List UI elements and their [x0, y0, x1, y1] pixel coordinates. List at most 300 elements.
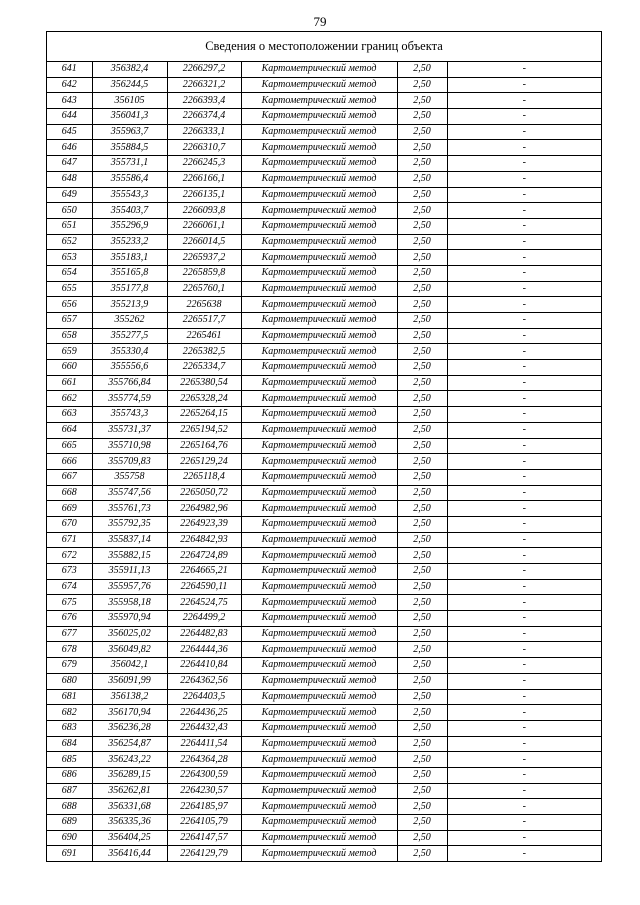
cell-point-number: 690: [47, 830, 92, 846]
cell-x-coordinate: 355792,35: [92, 516, 167, 532]
cell-y-coordinate: 2264923,39: [167, 516, 241, 532]
cell-x-coordinate: 356244,5: [92, 77, 167, 93]
cell-method: Картометрический метод: [241, 391, 397, 407]
table-row: [47, 673, 601, 689]
cell-method: Картометрический метод: [241, 454, 397, 470]
cell-description: -: [447, 109, 601, 125]
cell-method: Картометрический метод: [241, 93, 397, 109]
cell-accuracy: 2,50: [397, 705, 447, 721]
cell-x-coordinate: 356382,4: [92, 62, 167, 77]
table-row: [47, 281, 601, 297]
cell-description: -: [447, 799, 601, 815]
cell-x-coordinate: 356091,99: [92, 673, 167, 689]
cell-x-coordinate: 356331,68: [92, 799, 167, 815]
cell-y-coordinate: 2264300,59: [167, 767, 241, 783]
cell-description: -: [447, 485, 601, 501]
cell-y-coordinate: 2264842,93: [167, 532, 241, 548]
table-row: [47, 313, 601, 329]
cell-method: Картометрический метод: [241, 752, 397, 768]
cell-x-coordinate: 355330,4: [92, 344, 167, 360]
cell-x-coordinate: 355837,14: [92, 532, 167, 548]
cell-x-coordinate: 355958,18: [92, 595, 167, 611]
cell-x-coordinate: 356170,94: [92, 705, 167, 721]
table-row: [47, 846, 601, 861]
cell-point-number: 673: [47, 564, 92, 580]
cell-y-coordinate: 2264524,75: [167, 595, 241, 611]
cell-y-coordinate: 2265164,76: [167, 438, 241, 454]
table-row: [47, 548, 601, 564]
cell-accuracy: 2,50: [397, 140, 447, 156]
cell-description: -: [447, 124, 601, 140]
cell-x-coordinate: 355963,7: [92, 124, 167, 140]
cell-accuracy: 2,50: [397, 93, 447, 109]
table-row: [47, 469, 601, 485]
cell-description: -: [447, 328, 601, 344]
cell-description: -: [447, 626, 601, 642]
cell-accuracy: 2,50: [397, 767, 447, 783]
table-row: [47, 360, 601, 376]
cell-x-coordinate: 356236,28: [92, 720, 167, 736]
cell-description: -: [447, 62, 601, 77]
cell-description: -: [447, 595, 601, 611]
cell-y-coordinate: 2264403,5: [167, 689, 241, 705]
cell-accuracy: 2,50: [397, 281, 447, 297]
cell-accuracy: 2,50: [397, 250, 447, 266]
table-row: [47, 736, 601, 752]
cell-point-number: 688: [47, 799, 92, 815]
cell-x-coordinate: 355970,94: [92, 611, 167, 627]
cell-point-number: 651: [47, 218, 92, 234]
cell-y-coordinate: 2264410,84: [167, 658, 241, 674]
cell-method: Картометрический метод: [241, 532, 397, 548]
cell-point-number: 646: [47, 140, 92, 156]
cell-y-coordinate: 2264230,57: [167, 783, 241, 799]
cell-x-coordinate: 355882,15: [92, 548, 167, 564]
cell-accuracy: 2,50: [397, 516, 447, 532]
table-row: [47, 140, 601, 156]
cell-point-number: 664: [47, 422, 92, 438]
cell-method: Картометрический метод: [241, 171, 397, 187]
cell-description: -: [447, 564, 601, 580]
table-row: [47, 422, 601, 438]
cell-method: Картометрический метод: [241, 673, 397, 689]
cell-accuracy: 2,50: [397, 642, 447, 658]
cell-y-coordinate: 2264362,56: [167, 673, 241, 689]
cell-point-number: 658: [47, 328, 92, 344]
cell-description: -: [447, 516, 601, 532]
cell-method: Картометрический метод: [241, 234, 397, 250]
cell-description: -: [447, 156, 601, 172]
cell-accuracy: 2,50: [397, 391, 447, 407]
cell-accuracy: 2,50: [397, 438, 447, 454]
cell-x-coordinate: 355709,83: [92, 454, 167, 470]
cell-accuracy: 2,50: [397, 297, 447, 313]
cell-y-coordinate: 2265937,2: [167, 250, 241, 266]
cell-description: -: [447, 422, 601, 438]
cell-method: Картометрический метод: [241, 501, 397, 517]
cell-point-number: 686: [47, 767, 92, 783]
cell-x-coordinate: 356416,44: [92, 846, 167, 861]
cell-accuracy: 2,50: [397, 595, 447, 611]
cell-description: -: [447, 611, 601, 627]
cell-point-number: 683: [47, 720, 92, 736]
cell-point-number: 650: [47, 203, 92, 219]
cell-x-coordinate: 356289,15: [92, 767, 167, 783]
cell-method: Картометрический метод: [241, 313, 397, 329]
table-row: [47, 375, 601, 391]
cell-accuracy: 2,50: [397, 344, 447, 360]
cell-method: Картометрический метод: [241, 438, 397, 454]
cell-x-coordinate: 355213,9: [92, 297, 167, 313]
table-row: [47, 77, 601, 93]
cell-accuracy: 2,50: [397, 532, 447, 548]
cell-y-coordinate: 2264129,79: [167, 846, 241, 861]
cell-y-coordinate: 2264147,57: [167, 830, 241, 846]
cell-point-number: 645: [47, 124, 92, 140]
cell-description: -: [447, 720, 601, 736]
cell-x-coordinate: 355177,8: [92, 281, 167, 297]
cell-description: -: [447, 234, 601, 250]
cell-x-coordinate: 356025,02: [92, 626, 167, 642]
table-row: [47, 720, 601, 736]
cell-x-coordinate: 355911,13: [92, 564, 167, 580]
cell-description: -: [447, 469, 601, 485]
cell-accuracy: 2,50: [397, 313, 447, 329]
cell-method: Картометрический метод: [241, 297, 397, 313]
cell-description: -: [447, 658, 601, 674]
cell-point-number: 675: [47, 595, 92, 611]
cell-point-number: 666: [47, 454, 92, 470]
cell-point-number: 669: [47, 501, 92, 517]
cell-accuracy: 2,50: [397, 454, 447, 470]
table-row: [47, 611, 601, 627]
table-row: [47, 516, 601, 532]
table-row: [47, 501, 601, 517]
cell-point-number: 660: [47, 360, 92, 376]
cell-x-coordinate: 356254,87: [92, 736, 167, 752]
cell-point-number: 680: [47, 673, 92, 689]
cell-y-coordinate: 2265638: [167, 297, 241, 313]
cell-description: -: [447, 548, 601, 564]
cell-description: -: [447, 407, 601, 423]
cell-y-coordinate: 2266135,1: [167, 187, 241, 203]
cell-method: Картометрический метод: [241, 203, 397, 219]
cell-description: -: [447, 313, 601, 329]
cell-method: Картометрический метод: [241, 250, 397, 266]
cell-x-coordinate: 356042,1: [92, 658, 167, 674]
cell-accuracy: 2,50: [397, 124, 447, 140]
cell-y-coordinate: 2265264,15: [167, 407, 241, 423]
table-row: [47, 626, 601, 642]
table-row: [47, 799, 601, 815]
table-row: [47, 595, 601, 611]
cell-method: Картометрический метод: [241, 736, 397, 752]
cell-method: Картометрический метод: [241, 611, 397, 627]
cell-method: Картометрический метод: [241, 705, 397, 721]
table-row: [47, 564, 601, 580]
cell-accuracy: 2,50: [397, 611, 447, 627]
table-row: [47, 579, 601, 595]
cell-accuracy: 2,50: [397, 689, 447, 705]
cell-method: Картометрический метод: [241, 77, 397, 93]
cell-y-coordinate: 2264364,28: [167, 752, 241, 768]
cell-description: -: [447, 767, 601, 783]
cell-accuracy: 2,50: [397, 783, 447, 799]
table-row: [47, 407, 601, 423]
table-row: [47, 752, 601, 768]
cell-description: -: [447, 391, 601, 407]
cell-y-coordinate: 2266374,4: [167, 109, 241, 125]
cell-description: -: [447, 501, 601, 517]
cell-description: -: [447, 830, 601, 846]
table-row: [47, 93, 601, 109]
cell-point-number: 654: [47, 265, 92, 281]
cell-y-coordinate: 2265380,54: [167, 375, 241, 391]
cell-accuracy: 2,50: [397, 736, 447, 752]
cell-point-number: 677: [47, 626, 92, 642]
table-row: [47, 218, 601, 234]
cell-y-coordinate: 2264482,83: [167, 626, 241, 642]
table-row: [47, 203, 601, 219]
cell-accuracy: 2,50: [397, 360, 447, 376]
cell-y-coordinate: 2264499,2: [167, 611, 241, 627]
cell-method: Картометрический метод: [241, 140, 397, 156]
table-row: [47, 689, 601, 705]
cell-accuracy: 2,50: [397, 171, 447, 187]
cell-description: -: [447, 360, 601, 376]
cell-y-coordinate: 2264982,96: [167, 501, 241, 517]
cell-y-coordinate: 2266333,1: [167, 124, 241, 140]
cell-method: Картометрический метод: [241, 720, 397, 736]
cell-x-coordinate: 355277,5: [92, 328, 167, 344]
table-row: [47, 234, 601, 250]
cell-method: Картометрический метод: [241, 156, 397, 172]
cell-accuracy: 2,50: [397, 407, 447, 423]
cell-x-coordinate: 355165,8: [92, 265, 167, 281]
cell-accuracy: 2,50: [397, 469, 447, 485]
cell-point-number: 672: [47, 548, 92, 564]
cell-y-coordinate: 2265118,4: [167, 469, 241, 485]
table-row: [47, 62, 601, 77]
cell-description: -: [447, 77, 601, 93]
cell-method: Картометрический метод: [241, 595, 397, 611]
cell-x-coordinate: 355743,3: [92, 407, 167, 423]
table-row: [47, 485, 601, 501]
table-row: [47, 391, 601, 407]
cell-y-coordinate: 2265461: [167, 328, 241, 344]
cell-description: -: [447, 642, 601, 658]
cell-point-number: 659: [47, 344, 92, 360]
cell-y-coordinate: 2266393,4: [167, 93, 241, 109]
cell-point-number: 674: [47, 579, 92, 595]
cell-accuracy: 2,50: [397, 328, 447, 344]
cell-method: Картометрический метод: [241, 642, 397, 658]
cell-x-coordinate: 356041,3: [92, 109, 167, 125]
cell-method: Картометрический метод: [241, 344, 397, 360]
cell-point-number: 657: [47, 313, 92, 329]
cell-x-coordinate: 355731,1: [92, 156, 167, 172]
cell-point-number: 647: [47, 156, 92, 172]
cell-accuracy: 2,50: [397, 218, 447, 234]
cell-x-coordinate: 355747,56: [92, 485, 167, 501]
cell-x-coordinate: 355403,7: [92, 203, 167, 219]
table-row: [47, 328, 601, 344]
cell-y-coordinate: 2266297,2: [167, 62, 241, 77]
table-row: [47, 815, 601, 831]
cell-point-number: 642: [47, 77, 92, 93]
cell-description: -: [447, 705, 601, 721]
cell-point-number: 655: [47, 281, 92, 297]
cell-description: -: [447, 281, 601, 297]
cell-y-coordinate: 2264105,79: [167, 815, 241, 831]
cell-x-coordinate: 355884,5: [92, 140, 167, 156]
cell-point-number: 665: [47, 438, 92, 454]
cell-method: Картометрический метод: [241, 124, 397, 140]
cell-accuracy: 2,50: [397, 156, 447, 172]
cell-method: Картометрический метод: [241, 815, 397, 831]
cell-x-coordinate: 355710,98: [92, 438, 167, 454]
cell-accuracy: 2,50: [397, 375, 447, 391]
cell-x-coordinate: 355766,84: [92, 375, 167, 391]
table-row: [47, 265, 601, 281]
table-row: [47, 830, 601, 846]
cell-point-number: 644: [47, 109, 92, 125]
cell-method: Картометрический метод: [241, 281, 397, 297]
cell-accuracy: 2,50: [397, 548, 447, 564]
table-row: [47, 642, 601, 658]
table-row: [47, 124, 601, 140]
cell-accuracy: 2,50: [397, 62, 447, 77]
cell-x-coordinate: 356049,82: [92, 642, 167, 658]
cell-method: Картометрический метод: [241, 265, 397, 281]
table-row: [47, 438, 601, 454]
cell-point-number: 656: [47, 297, 92, 313]
cell-point-number: 653: [47, 250, 92, 266]
cell-y-coordinate: 2264436,25: [167, 705, 241, 721]
cell-x-coordinate: 355774,59: [92, 391, 167, 407]
table-row: [47, 705, 601, 721]
cell-description: -: [447, 532, 601, 548]
cell-x-coordinate: 355957,76: [92, 579, 167, 595]
cell-description: -: [447, 815, 601, 831]
cell-x-coordinate: 356105: [92, 93, 167, 109]
cell-x-coordinate: 356404,25: [92, 830, 167, 846]
cell-method: Картометрический метод: [241, 422, 397, 438]
cell-point-number: 663: [47, 407, 92, 423]
cell-accuracy: 2,50: [397, 673, 447, 689]
cell-y-coordinate: 2266321,2: [167, 77, 241, 93]
cell-point-number: 676: [47, 611, 92, 627]
cell-y-coordinate: 2266061,1: [167, 218, 241, 234]
cell-point-number: 652: [47, 234, 92, 250]
cell-method: Картометрический метод: [241, 564, 397, 580]
cell-description: -: [447, 736, 601, 752]
cell-method: Картометрический метод: [241, 109, 397, 125]
cell-method: Картометрический метод: [241, 830, 397, 846]
cell-y-coordinate: 2265382,5: [167, 344, 241, 360]
cell-y-coordinate: 2264444,36: [167, 642, 241, 658]
cell-description: -: [447, 752, 601, 768]
cell-x-coordinate: 355543,3: [92, 187, 167, 203]
cell-description: -: [447, 673, 601, 689]
cell-point-number: 643: [47, 93, 92, 109]
cell-accuracy: 2,50: [397, 626, 447, 642]
cell-point-number: 681: [47, 689, 92, 705]
cell-x-coordinate: 356335,36: [92, 815, 167, 831]
cell-accuracy: 2,50: [397, 564, 447, 580]
cell-y-coordinate: 2265194,52: [167, 422, 241, 438]
cell-x-coordinate: 355262: [92, 313, 167, 329]
cell-x-coordinate: 355183,1: [92, 250, 167, 266]
cell-point-number: 641: [47, 62, 92, 77]
cell-y-coordinate: 2264665,21: [167, 564, 241, 580]
cell-point-number: 661: [47, 375, 92, 391]
cell-y-coordinate: 2265334,7: [167, 360, 241, 376]
cell-description: -: [447, 579, 601, 595]
cell-x-coordinate: 355556,6: [92, 360, 167, 376]
cell-point-number: 662: [47, 391, 92, 407]
cell-accuracy: 2,50: [397, 830, 447, 846]
cell-accuracy: 2,50: [397, 579, 447, 595]
table-row: [47, 250, 601, 266]
table-row: [47, 187, 601, 203]
cell-description: -: [447, 265, 601, 281]
cell-accuracy: 2,50: [397, 846, 447, 861]
cell-point-number: 691: [47, 846, 92, 861]
cell-point-number: 671: [47, 532, 92, 548]
cell-y-coordinate: 2266093,8: [167, 203, 241, 219]
cell-accuracy: 2,50: [397, 485, 447, 501]
cell-description: -: [447, 783, 601, 799]
cell-y-coordinate: 2264432,43: [167, 720, 241, 736]
cell-method: Картометрический метод: [241, 62, 397, 77]
cell-method: Картометрический метод: [241, 328, 397, 344]
cell-y-coordinate: 2266166,1: [167, 171, 241, 187]
cell-method: Картометрический метод: [241, 626, 397, 642]
cell-x-coordinate: 355296,9: [92, 218, 167, 234]
table-row: [47, 454, 601, 470]
cell-method: Картометрический метод: [241, 579, 397, 595]
cell-accuracy: 2,50: [397, 799, 447, 815]
table-row: [47, 171, 601, 187]
cell-x-coordinate: 356262,81: [92, 783, 167, 799]
cell-method: Картометрический метод: [241, 360, 397, 376]
cell-method: Картометрический метод: [241, 799, 397, 815]
cell-accuracy: 2,50: [397, 422, 447, 438]
cell-x-coordinate: 355233,2: [92, 234, 167, 250]
cell-point-number: 679: [47, 658, 92, 674]
table-row: [47, 344, 601, 360]
cell-point-number: 668: [47, 485, 92, 501]
cell-point-number: 689: [47, 815, 92, 831]
cell-description: -: [447, 846, 601, 861]
cell-method: Картометрический метод: [241, 485, 397, 501]
cell-method: Картометрический метод: [241, 375, 397, 391]
cell-description: -: [447, 344, 601, 360]
table-row: [47, 767, 601, 783]
cell-accuracy: 2,50: [397, 203, 447, 219]
table-row: [47, 109, 601, 125]
cell-y-coordinate: 2265760,1: [167, 281, 241, 297]
cell-point-number: 678: [47, 642, 92, 658]
table-row: [47, 532, 601, 548]
cell-description: -: [447, 375, 601, 391]
cell-method: Картометрический метод: [241, 548, 397, 564]
page-number: 79: [313, 14, 327, 29]
cell-y-coordinate: 2266310,7: [167, 140, 241, 156]
cell-accuracy: 2,50: [397, 752, 447, 768]
cell-description: -: [447, 297, 601, 313]
